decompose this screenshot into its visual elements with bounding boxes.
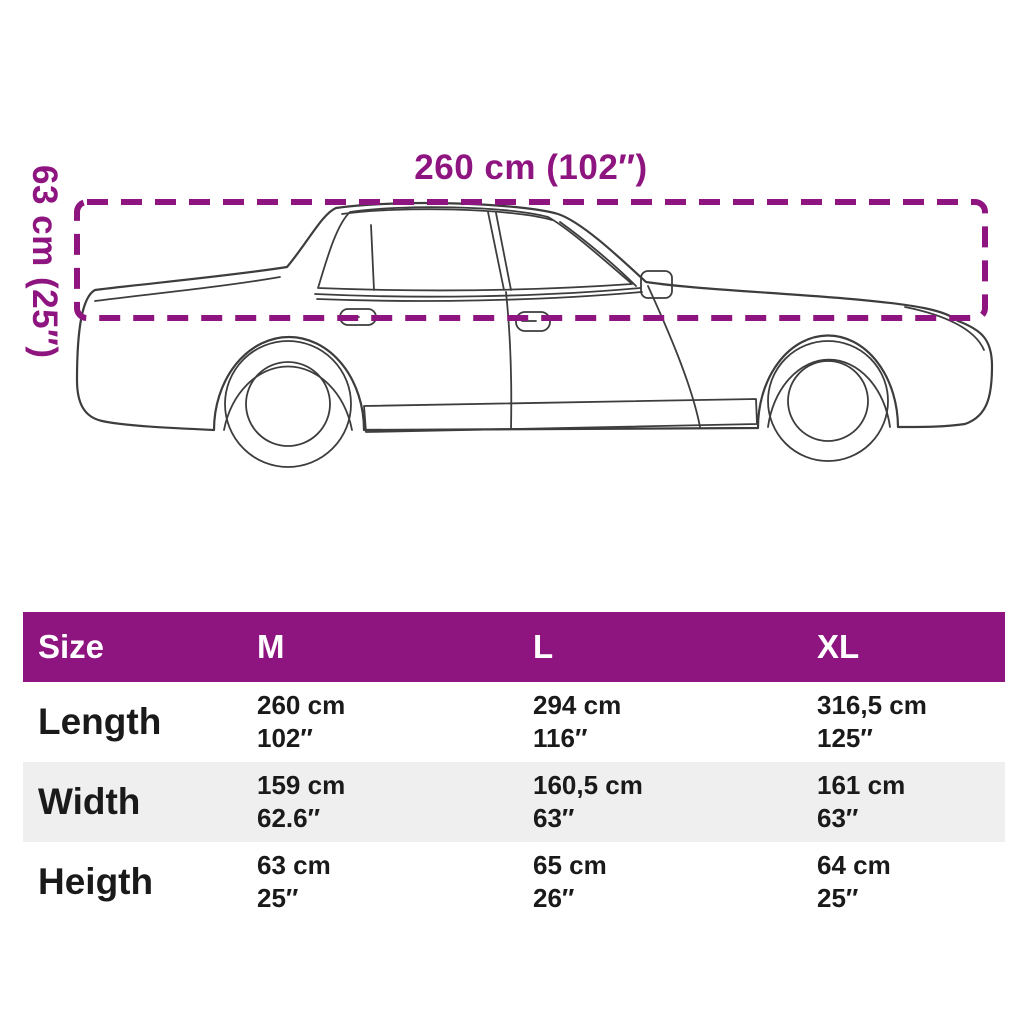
b-pillar bbox=[488, 212, 511, 290]
rear-wheel-rim bbox=[246, 362, 330, 446]
table-row-heigth bbox=[23, 842, 1005, 922]
dashed-dimension-box bbox=[77, 202, 985, 318]
cell-width-l: 160,5 cm 63″ bbox=[533, 770, 643, 833]
size-table bbox=[23, 612, 1005, 922]
rear-wheel bbox=[225, 341, 351, 467]
table-row-length bbox=[23, 682, 1005, 762]
header-col-xl: XL bbox=[817, 628, 860, 665]
cell-heigth-m: 63 cm 25″ bbox=[257, 850, 331, 913]
row-label: Length bbox=[38, 701, 162, 742]
door-cut-lines bbox=[506, 286, 700, 429]
cell-width-xl: 161 cm 63″ bbox=[817, 770, 906, 833]
header-col-m: M bbox=[257, 628, 285, 665]
roof-trim-line bbox=[342, 209, 552, 220]
window-outline bbox=[318, 207, 632, 290]
row-label: Heigth bbox=[38, 861, 154, 902]
size-table-header bbox=[23, 612, 1005, 682]
rear-wheel-arch bbox=[224, 367, 352, 430]
quarter-window-divider bbox=[371, 225, 374, 290]
table-row-width bbox=[23, 762, 1005, 842]
header-col-l: L bbox=[533, 628, 554, 665]
length-dimension-label: 260 cm (102″) bbox=[414, 148, 648, 187]
cell-length-m: 260 cm 102″ bbox=[257, 690, 346, 753]
row-label: Width bbox=[38, 781, 141, 822]
cell-width-m: 159 cm 62.6″ bbox=[257, 770, 346, 833]
header-size: Size bbox=[38, 628, 105, 665]
height-dimension-label: 63 cm (25″) bbox=[25, 165, 64, 359]
cell-heigth-l: 65 cm 26″ bbox=[533, 850, 607, 913]
front-wheel-arch bbox=[768, 360, 890, 427]
cell-length-l: 294 cm 116″ bbox=[533, 690, 622, 753]
cell-length-xl: 316,5 cm 125″ bbox=[817, 690, 927, 753]
cell-heigth-xl: 64 cm 25″ bbox=[817, 850, 891, 913]
front-wheel-rim bbox=[788, 361, 868, 441]
